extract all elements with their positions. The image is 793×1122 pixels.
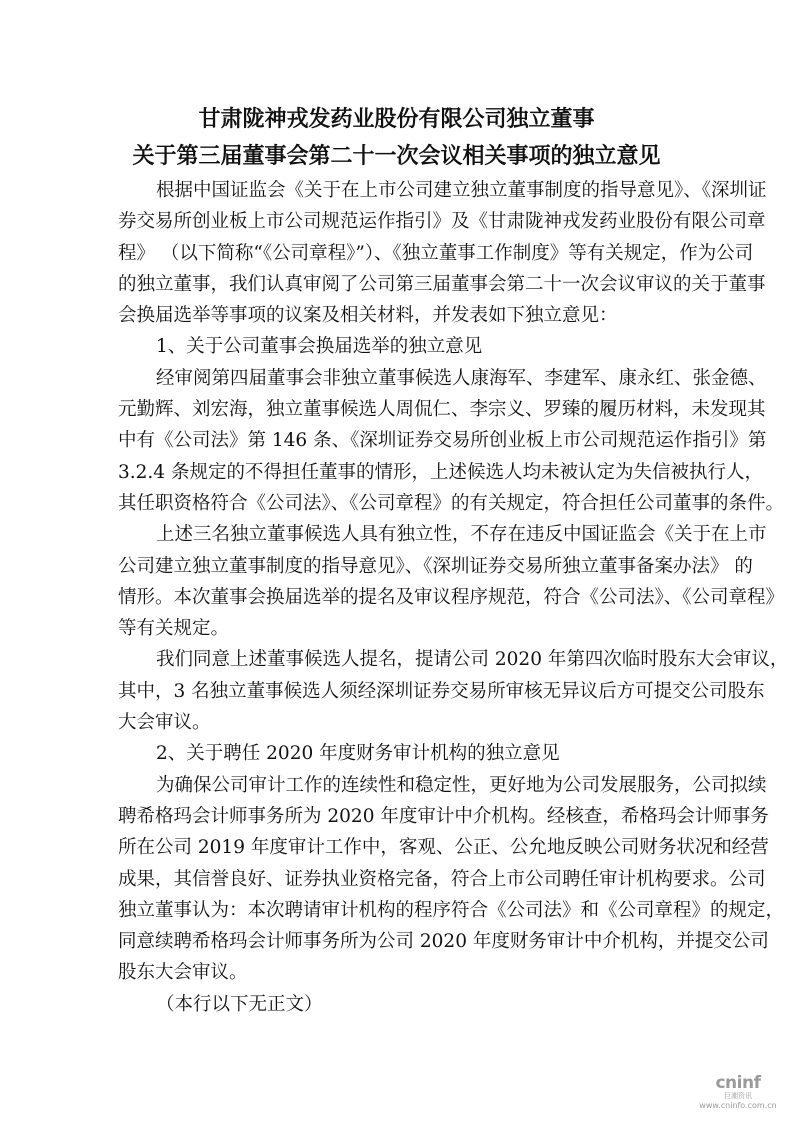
text-line: 同意续聘希格玛会计师事务所为公司 2020 年度财务审计中介机构，并提交公司 (118, 931, 769, 953)
text-line: 券交易所创业板上市公司规范运作指引》及《甘肃陇神戎发药业股份有限公司章 (118, 211, 766, 233)
text-line: （本行以下无正文） (156, 993, 323, 1015)
paragraph (118, 363, 785, 519)
text-line: 独立董事认为：本次聘请审计机构的程序符合《公司法》和《公司章程》的规定， (118, 899, 785, 921)
text-line: 我们同意上述董事候选人提名，提请公司 2020 年第四次临时股东大会审议， (156, 649, 789, 671)
text-line: 3.2.4 条规定的不得担任董事的情形，上述候选人均未被认定为失信被执行人， (118, 461, 763, 483)
text-line: 元勤辉、刘宏海，独立董事候选人周侃仁、李宗义、罗臻的履历材料，未发现其 (118, 399, 766, 421)
logo-brand-text: cninf (715, 1073, 761, 1093)
paragraph (118, 770, 785, 989)
document-body (118, 175, 789, 1020)
text-line: 聘希格玛会计师事务所为 2020 年度审计中介机构。经核查，希格玛会计师事务 (118, 805, 769, 827)
text-line: 公司建立独立董事制度的指导意见》、《深圳证券交易所独立董事备案办法》 的 (118, 555, 753, 577)
text-line: 股东大会审议。 (118, 962, 248, 984)
text-line: 上述三名独立董事候选人具有独立性，不存在违反中国证监会《关于在上市 (156, 524, 767, 546)
paragraph (118, 644, 789, 738)
text-line: 成果，其信誉良好、证券执业资格完备，符合上市公司聘任审计机构要求。公司 (118, 868, 766, 890)
paragraph (118, 989, 676, 1020)
cninfo-watermark-logo (697, 1073, 779, 1110)
paragraph (118, 519, 785, 644)
text-line: 会换届选举等事项的议案及相关材料，并发表如下独立意见： (118, 305, 618, 327)
paragraph (118, 331, 676, 362)
text-line: 所在公司 2019 年度审计工作中，客观、公正、公允地反映公司财务状况和经营 (118, 837, 769, 859)
text-line: 大会审议。 (118, 712, 211, 734)
logo-url-text: www.cninfo.com.cn (699, 1101, 777, 1110)
text-line: 其中，3 名独立董事候选人须经深圳证券交易所审核无异议后方可提交公司股东 (118, 680, 765, 702)
text-line: 程》 （以下简称“《公司章程》”）、《独立董事工作制度》等有关规定，作为公司 (118, 242, 754, 264)
text-line: 中有《公司法》第 146 条、《深圳证券交易所创业板上市公司规范运作指引》第 (118, 430, 767, 452)
paragraph (118, 738, 676, 769)
logo-cn-text: 巨潮资讯 (724, 1092, 752, 1100)
text-line: 等有关规定。 (118, 618, 230, 640)
document-title-line-1: 甘肃陇神戎发药业股份有限公司独立董事 (198, 107, 595, 132)
text-line: 为确保公司审计工作的连续性和稳定性，更好地为公司发展服务，公司拟续 (156, 774, 767, 796)
text-line: 其任职资格符合《公司法》、《公司章程》的有关规定，符合担任公司董事的条件。 (118, 492, 785, 514)
text-line: 2、关于聘任 2020 年度财务审计机构的独立意见 (156, 743, 560, 765)
text-line: 1、关于公司董事会换届选举的独立意见 (156, 336, 483, 358)
document-title-line-2: 关于第三届董事会第二十一次会议相关事项的独立意见 (132, 144, 661, 169)
text-line: 根据中国证监会《关于在上市公司建立独立董事制度的指导意见》、《深圳证 (156, 180, 767, 201)
text-line: 经审阅第四届董事会非独立董事候选人康海军、李建军、康永红、张金德、 (156, 367, 767, 389)
paragraph (118, 175, 767, 331)
text-line: 的独立董事，我们认真审阅了公司第三届董事会第二十一次会议审议的关于董事 (118, 273, 766, 295)
text-line: 情形。本次董事会换届选举的提名及审议程序规范，符合《公司法》、《公司章程》 (118, 586, 785, 608)
